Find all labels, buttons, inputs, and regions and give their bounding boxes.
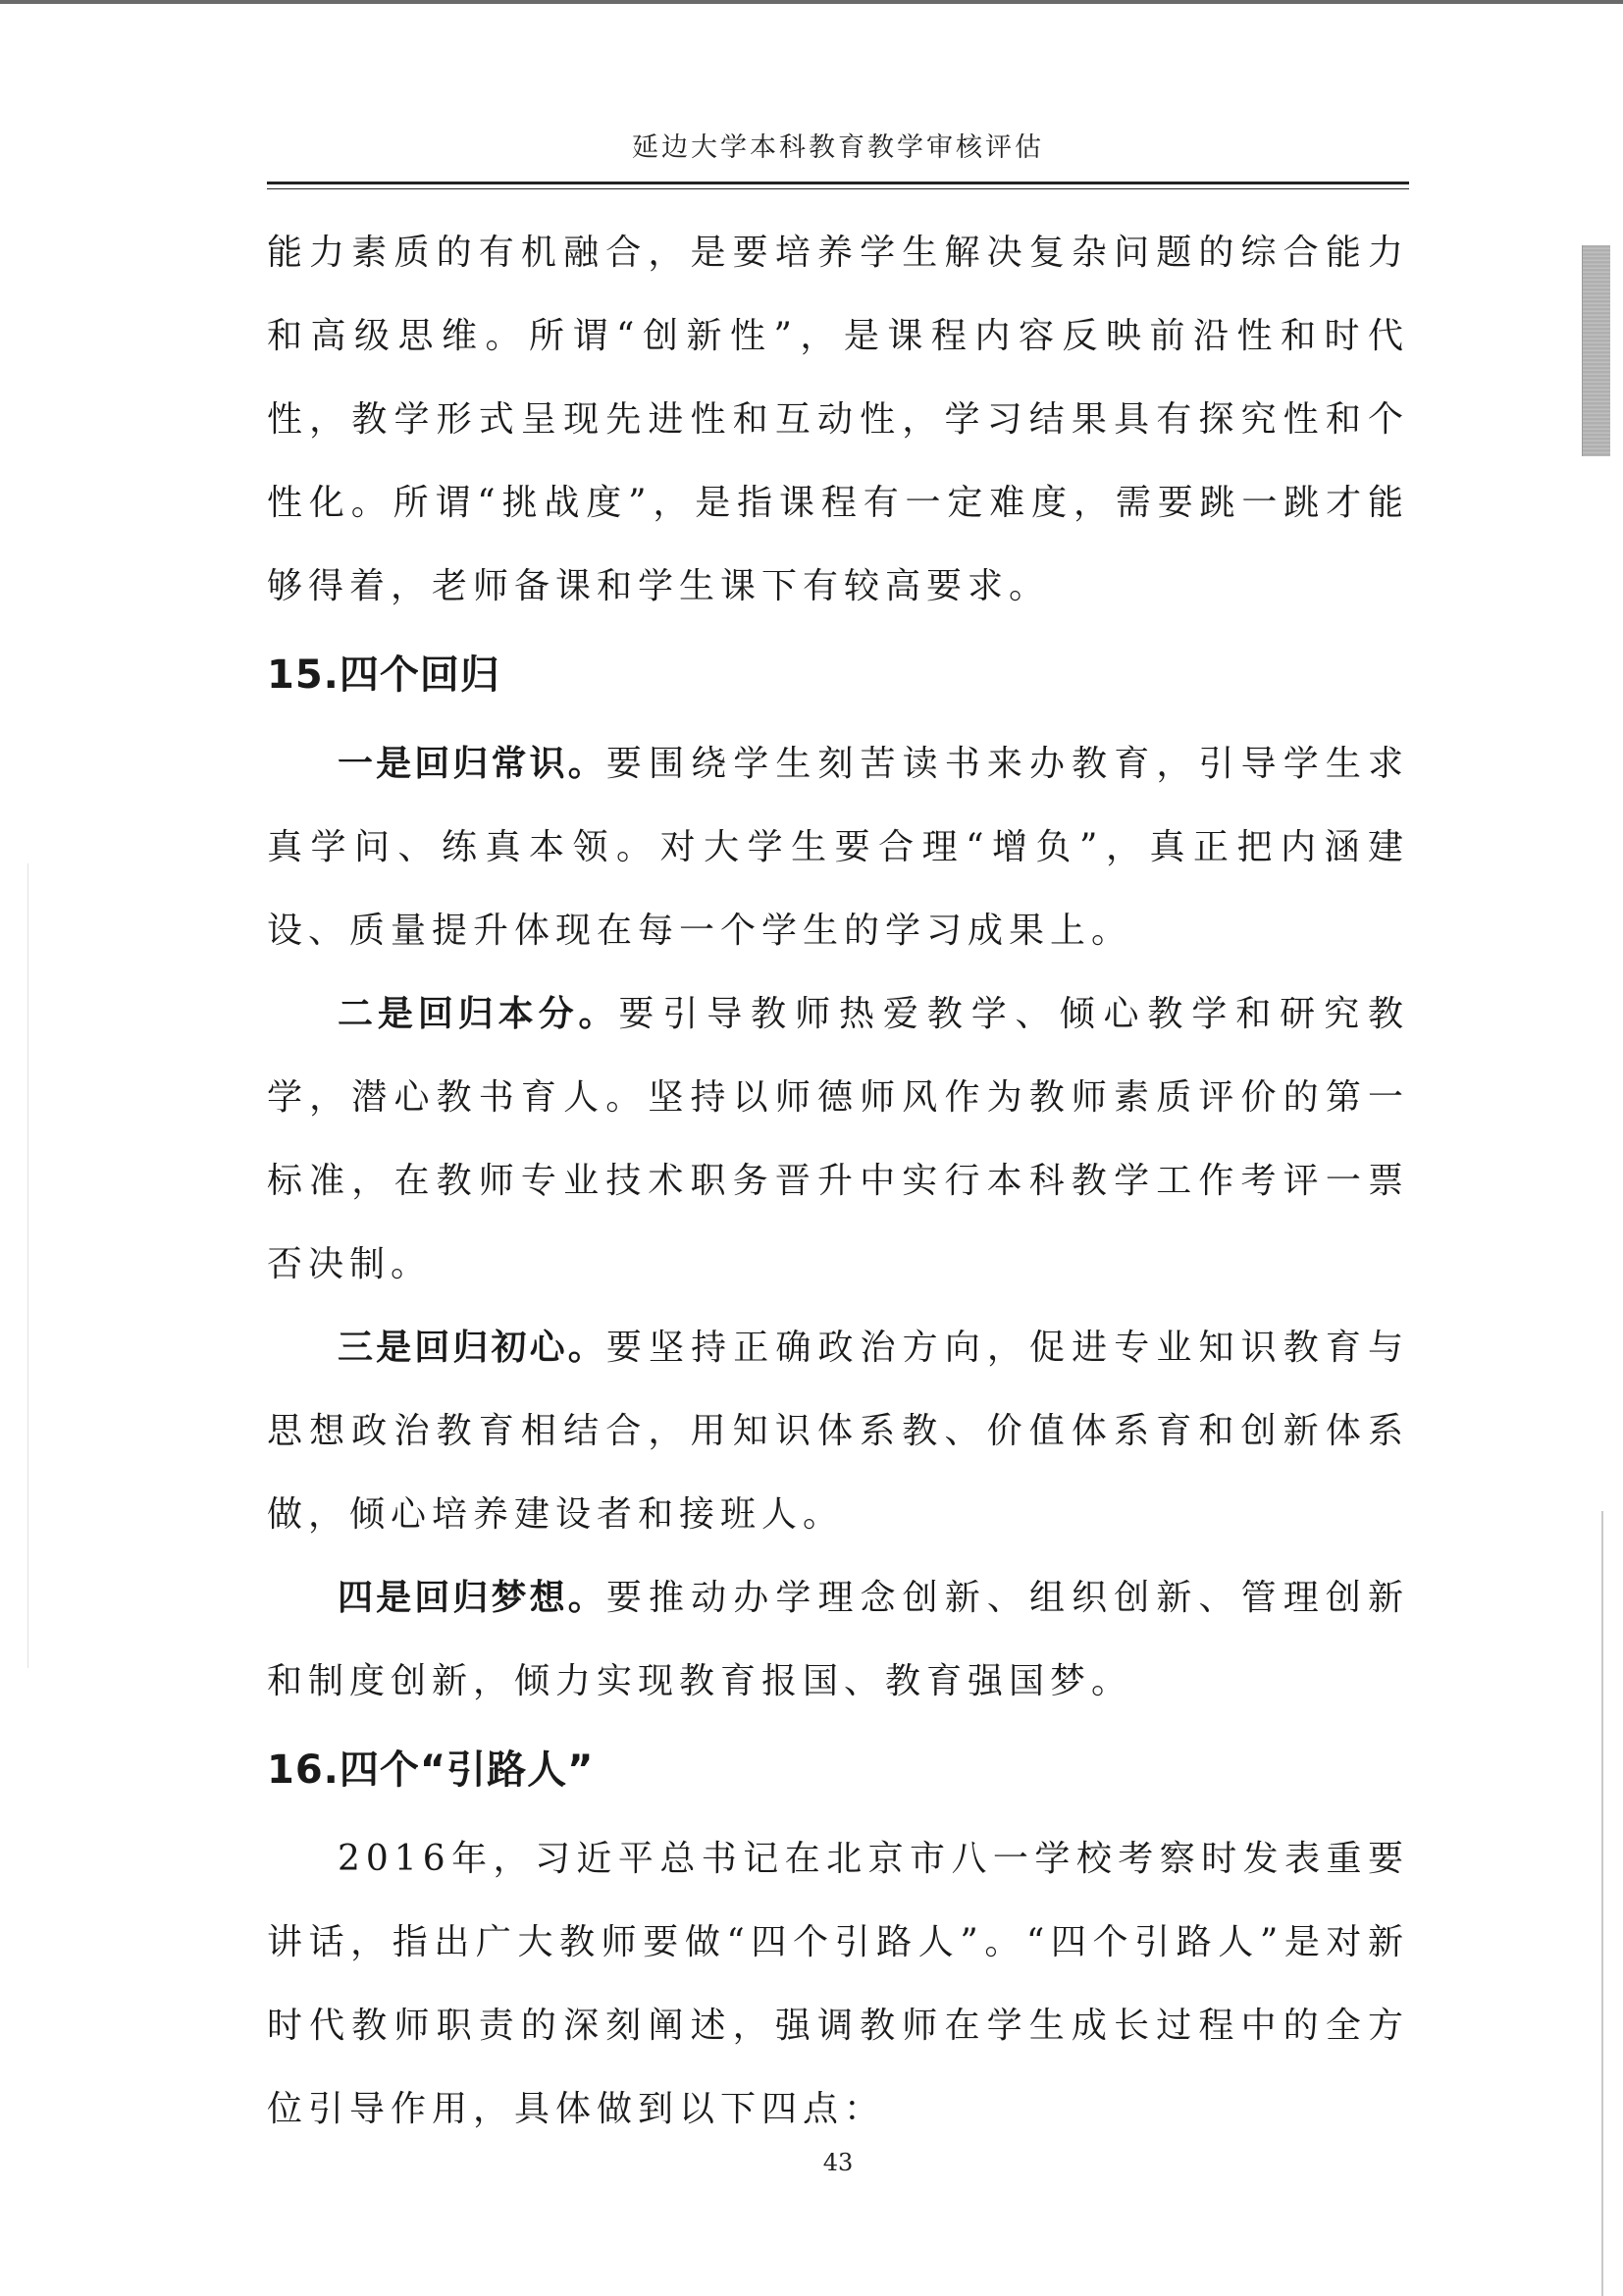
scan-side-tab <box>1582 245 1610 456</box>
section-heading-16: 16.四个“引路人” <box>267 1748 595 1793</box>
section-heading-15: 15.四个回归 <box>267 652 500 698</box>
paragraph-body: 要围绕学生刻苦读书来办教育，引导学生求真学问、练真本领。对大学生要合理“增负”，真正把内涵建设、质量提升体现在每一个学生的学习成果上。 <box>267 744 1409 951</box>
paragraph-body: 要坚持正确政治方向，促进专业知识教育与思想政治教育相结合，用知识体系教、价值体系育和创新体系做，倾心培养建设者和接班人。 <box>267 1328 1409 1535</box>
paragraph-lead: 三是回归初心。 <box>338 1328 606 1368</box>
scan-left-shadow <box>27 863 28 1668</box>
page-body <box>267 211 1409 2151</box>
paragraph-lead: 二是回归本分。 <box>338 994 619 1034</box>
running-header: 延边大学本科教育教学审核评估 <box>632 132 1044 163</box>
paragraph-four-guides: 2016年，习近平总书记在北京市八一学校考察时发表重要讲话，指出广大教师要做“四个引路人”。“四个引路人”是对新时代教师职责的深刻阐述，强调教师在学生成长过程中的全方位引导作用，具体做到以下四点： <box>267 1839 1409 2129</box>
page-number: 43 <box>822 2149 854 2176</box>
header-rule-thin <box>267 188 1409 189</box>
paragraph-continued: 能力素质的有机融合，是要培养学生解决复杂问题的综合能力和高级思维。所谓“创新性”，是课程内容反映前沿性和时代性，教学形式呈现先进性和互动性，学习结果具有探究性和个性化。所谓“挑战度”，是指课程有一定难度，需要跳一跳才能够得着，老师备课和学生课下有较高要求。 <box>267 233 1409 606</box>
paragraph-lead: 四是回归梦想。 <box>338 1578 606 1618</box>
paragraph-body: 要推动办学理念创新、组织创新、管理创新和制度创新，倾力实现教育报国、教育强国梦。 <box>267 1578 1409 1701</box>
paragraph-lead: 一是回归常识。 <box>338 744 606 784</box>
header-rule-thick <box>267 182 1409 184</box>
scan-top-edge <box>0 0 1623 4</box>
paragraph-return-original-aspiration <box>267 1306 1409 1556</box>
paragraph-return-duty <box>267 972 1409 1306</box>
scan-right-edge <box>1601 1511 1603 2296</box>
paragraph-return-common-sense <box>267 722 1409 972</box>
paragraph-body: 要引导教师热爱教学、倾心教学和研究教学，潜心教书育人。坚持以师德师风作为教师素质评价的第一标准，在教师专业技术职务晋升中实行本科教学工作考评一票否决制。 <box>267 994 1409 1284</box>
paragraph-return-dream <box>267 1556 1409 1723</box>
